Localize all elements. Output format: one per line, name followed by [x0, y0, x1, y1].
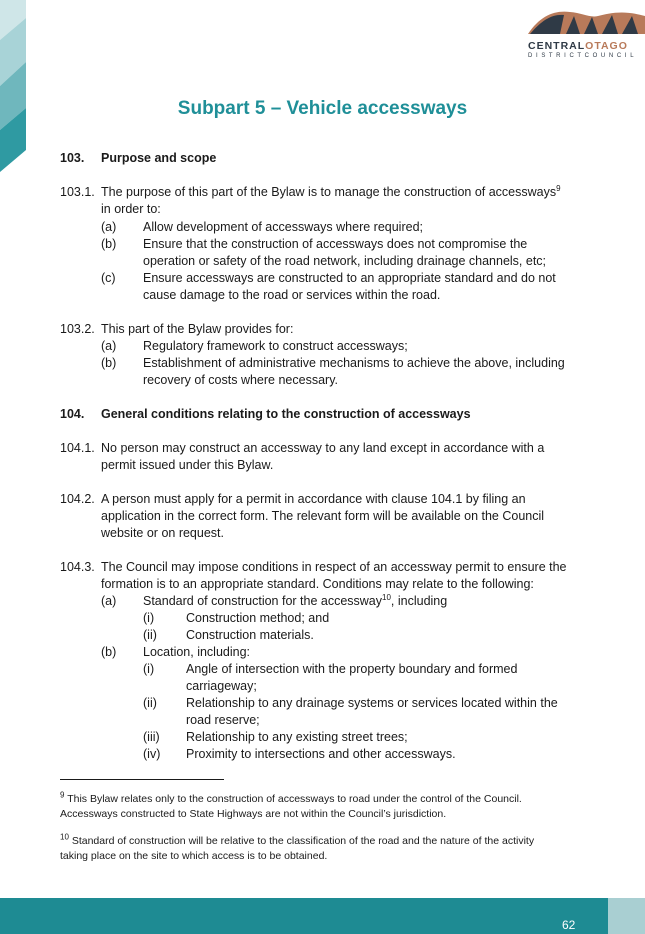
subitem-text: carriageway; [186, 679, 257, 693]
footnote-ref-9: 9 [556, 183, 561, 193]
logo-name-part1: CENTRAL [528, 40, 586, 52]
item-label: (b) [101, 645, 117, 659]
footer-bar [0, 898, 608, 934]
item-label: (b) [101, 356, 117, 370]
section-104-number: 104. [60, 407, 85, 421]
footnote-9: $^9$ This Bylaw relates only to the construction of accessways to road under the control of the Council. [60, 790, 522, 805]
item-label: (a) [101, 594, 117, 608]
footnote-10-cont: taking place on the site to which access is to be obtained. [60, 850, 328, 862]
clause-104-2-text: A person must apply for a permit in accordance with clause 104.1 by filing an [101, 492, 526, 506]
clause-104-1-number: 104.1. [60, 441, 95, 455]
logo-subtitle: D I S T R I C T C O U N C I L [528, 53, 635, 59]
logo-name-part2: OTAGO [585, 40, 628, 52]
left-decorative-band [0, 0, 30, 180]
clause-104-2-text: website or on request. [101, 526, 224, 540]
subitem-text: Construction materials. [186, 628, 314, 642]
clause-103-1-line2: in order to: [101, 202, 161, 216]
subitem-text: Angle of intersection with the property boundary and formed [186, 662, 518, 676]
clause-103-1-line1: The purpose of this part of the Bylaw is to manage the construction of accessways$^9$ [101, 183, 561, 199]
subitem-label: (ii) [143, 696, 157, 710]
clause-104-2-text: application in the correct form. The relevant form will be available on the Council [101, 509, 545, 523]
item-label: (a) [101, 220, 117, 234]
item-label: (b) [101, 237, 117, 251]
section-104-heading: General conditions relating to the construction of accessways [101, 407, 471, 421]
item-text: Ensure accessways are constructed to an appropriate standard and do not [143, 271, 556, 285]
footnote-ref-10: 10 [382, 592, 391, 602]
section-103-heading: Purpose and scope [101, 151, 217, 165]
clause-104-1-text: No person may construct an accessway to any land except in accordance with a [101, 441, 545, 455]
footnote-9-cont: Accessways constructed to State Highways are not within the Council’s jurisdiction. [60, 808, 447, 820]
footnote-10-number: 10 [60, 832, 69, 842]
clause-103-1-number: 103.1. [60, 185, 95, 199]
item-text: Regulatory framework to construct accessways; [143, 339, 408, 353]
item-label: (c) [101, 271, 116, 285]
council-logo [520, 4, 645, 64]
item-label: (a) [101, 339, 117, 353]
footnote-10: $^{10}$ Standard of construction will be relative to the classification of the road and the nature of the activity [60, 832, 535, 847]
clause-104-3-text: The Council may impose conditions in respect of an accessway permit to ensure the [101, 560, 567, 574]
section-103-number: 103. [60, 151, 85, 165]
item-text: Standard of construction for the accessway$^{10}$, including [143, 592, 448, 608]
item-text: Allow development of accessways where required; [143, 220, 423, 234]
clause-104-3-number: 104.3. [60, 560, 95, 574]
subitem-label: (i) [143, 662, 155, 676]
subitem-text: Construction method; and [186, 611, 330, 625]
clause-103-2-line1: This part of the Bylaw provides for: [101, 322, 294, 336]
subitem-text: Proximity to intersections and other accessways. [186, 747, 456, 761]
subitem-label: (iv) [143, 747, 161, 761]
subitem-text: Relationship to any existing street trees; [186, 730, 408, 744]
item-text: cause damage to the road or services within the road. [143, 288, 441, 302]
subitem-label: (iii) [143, 730, 160, 744]
item-text: operation or safety of the road network, including drainage channels, etc; [143, 254, 547, 268]
item-text: recovery of costs where necessary. [143, 373, 338, 387]
clause-104-2-number: 104.2. [60, 492, 95, 506]
subitem-label: (ii) [143, 628, 157, 642]
subitem-label: (i) [143, 611, 155, 625]
footnote-9-number: 9 [60, 790, 65, 800]
item-text: Establishment of administrative mechanisms to achieve the above, including [143, 356, 565, 370]
subitem-text: road reserve; [186, 713, 260, 727]
page-number: 62 [562, 918, 576, 932]
subitem-text: Relationship to any drainage systems or services located within the [186, 696, 558, 710]
footnote-separator [60, 779, 224, 780]
mountains-logo-icon [520, 4, 645, 38]
item-text: Location, including: [143, 645, 251, 659]
footer-corner [608, 898, 645, 934]
page-title: Subpart 5 – Vehicle accessways [177, 98, 468, 119]
clause-104-1-text: permit issued under this Bylaw. [101, 458, 274, 472]
clause-103-2-number: 103.2. [60, 322, 95, 336]
item-text: Ensure that the construction of accessways does not compromise the [143, 237, 528, 251]
clause-104-3-text: formation is to an appropriate standard. Conditions may relate to the following: [101, 577, 534, 591]
